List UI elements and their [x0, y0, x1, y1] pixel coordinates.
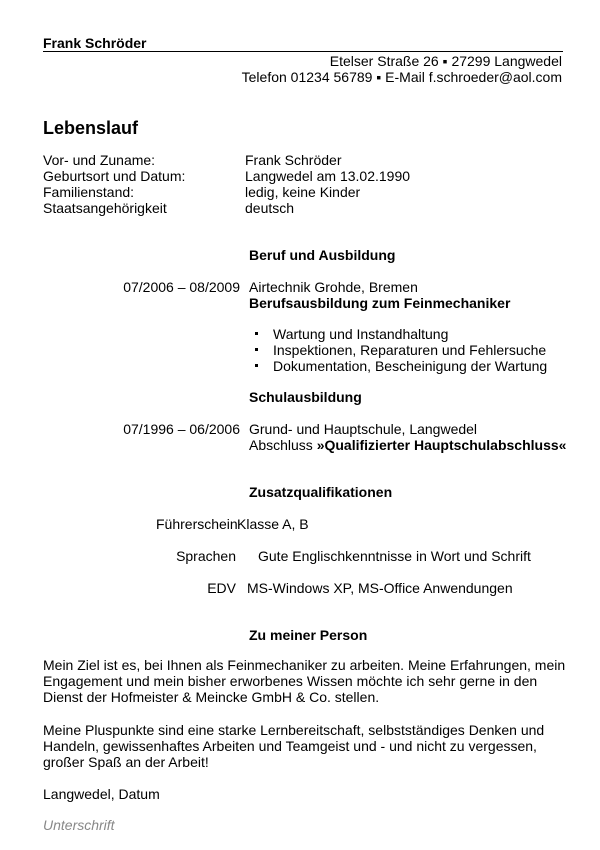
header-divider	[43, 51, 563, 52]
place-date: Langwedel, Datum	[43, 786, 160, 802]
zusatz-label-fuehrerschein: Führerschein	[156, 516, 238, 532]
personal-value-family: ledig, keine Kinder	[245, 184, 361, 200]
schule-degree-line	[249, 437, 566, 453]
beruf-company: Airtechnik Grohde, Bremen	[249, 279, 418, 295]
schule-name: Grund- und Hauptschule, Langwedel	[249, 421, 478, 437]
person-paragraph-1: Mein Ziel ist es, bei Ihnen als Feinmechaniker zu arbeiten. Meine Erfahrungen, mein Engagement und mein bisher erworbenes Wissen möchte ich sehr gerne in den Dienst der Hofmeister & Meincke GmbH & Co. stellen.	[43, 657, 566, 705]
header-address: Etelser Straße 26 ▪ 27299 Langwedel	[329, 53, 562, 69]
personal-label-family: Familienstand:	[43, 184, 135, 200]
header-name: Frank Schröder	[43, 35, 147, 51]
task-text: Dokumentation, Bescheinigung der Wartung	[273, 358, 548, 374]
bullet-icon	[255, 332, 258, 335]
person-paragraph-2: Meine Pluspunkte sind eine starke Lernbereitschaft, selbstständiges Denken und Handeln, gewissenhaftes Arbeiten und Teamgeist und - und nicht zu vergessen, großer Spaß an der Arbeit!	[43, 722, 545, 770]
schule-degree: »Qualifizierter Hauptschulabschluss«	[316, 437, 567, 453]
personal-label-nationality: Staatsangehörigkeit	[43, 200, 167, 216]
zusatz-label-edv: EDV	[207, 580, 236, 596]
signature-line: Unterschrift	[43, 817, 115, 833]
task-text: Wartung und Instandhaltung	[273, 326, 449, 342]
list-item	[249, 342, 547, 358]
section-heading-zusatz: Zusatzqualifikationen	[249, 484, 393, 500]
header-contact: Telefon 01234 56789 ▪ E-Mail f.schroeder@aol.com	[241, 69, 562, 85]
list-item	[249, 358, 547, 374]
zusatz-value-sprachen: Gute Englischkenntnisse in Wort und Schrift	[258, 548, 531, 564]
task-text: Inspektionen, Reparaturen und Fehlersuche	[273, 342, 547, 358]
personal-value-nationality: deutsch	[245, 200, 295, 216]
beruf-task-list	[249, 326, 547, 374]
schule-date-range: 07/1996 – 06/2006	[123, 421, 240, 437]
section-heading-beruf: Beruf und Ausbildung	[249, 247, 396, 263]
list-item	[249, 326, 547, 342]
section-heading-person: Zu meiner Person	[249, 627, 368, 643]
personal-value-birth: Langwedel am 13.02.1990	[245, 168, 411, 184]
section-heading-schule: Schulausbildung	[249, 389, 362, 405]
personal-label-birth: Geburtsort und Datum:	[43, 168, 186, 184]
document-title: Lebenslauf	[43, 118, 139, 138]
zusatz-value-fuehrerschein: Klasse A, B	[237, 516, 309, 532]
personal-value-name: Frank Schröder	[245, 152, 342, 168]
zusatz-value-edv: MS-Windows XP, MS-Office Anwendungen	[247, 580, 513, 596]
bullet-icon	[255, 348, 258, 351]
personal-label-name: Vor- und Zuname:	[43, 152, 156, 168]
schule-degree-prefix: Abschluss	[249, 437, 317, 453]
beruf-position: Berufsausbildung zum Feinmechaniker	[249, 295, 511, 311]
zusatz-label-sprachen: Sprachen	[176, 548, 236, 564]
beruf-date-range: 07/2006 – 08/2009	[123, 279, 240, 295]
bullet-icon	[255, 364, 258, 367]
